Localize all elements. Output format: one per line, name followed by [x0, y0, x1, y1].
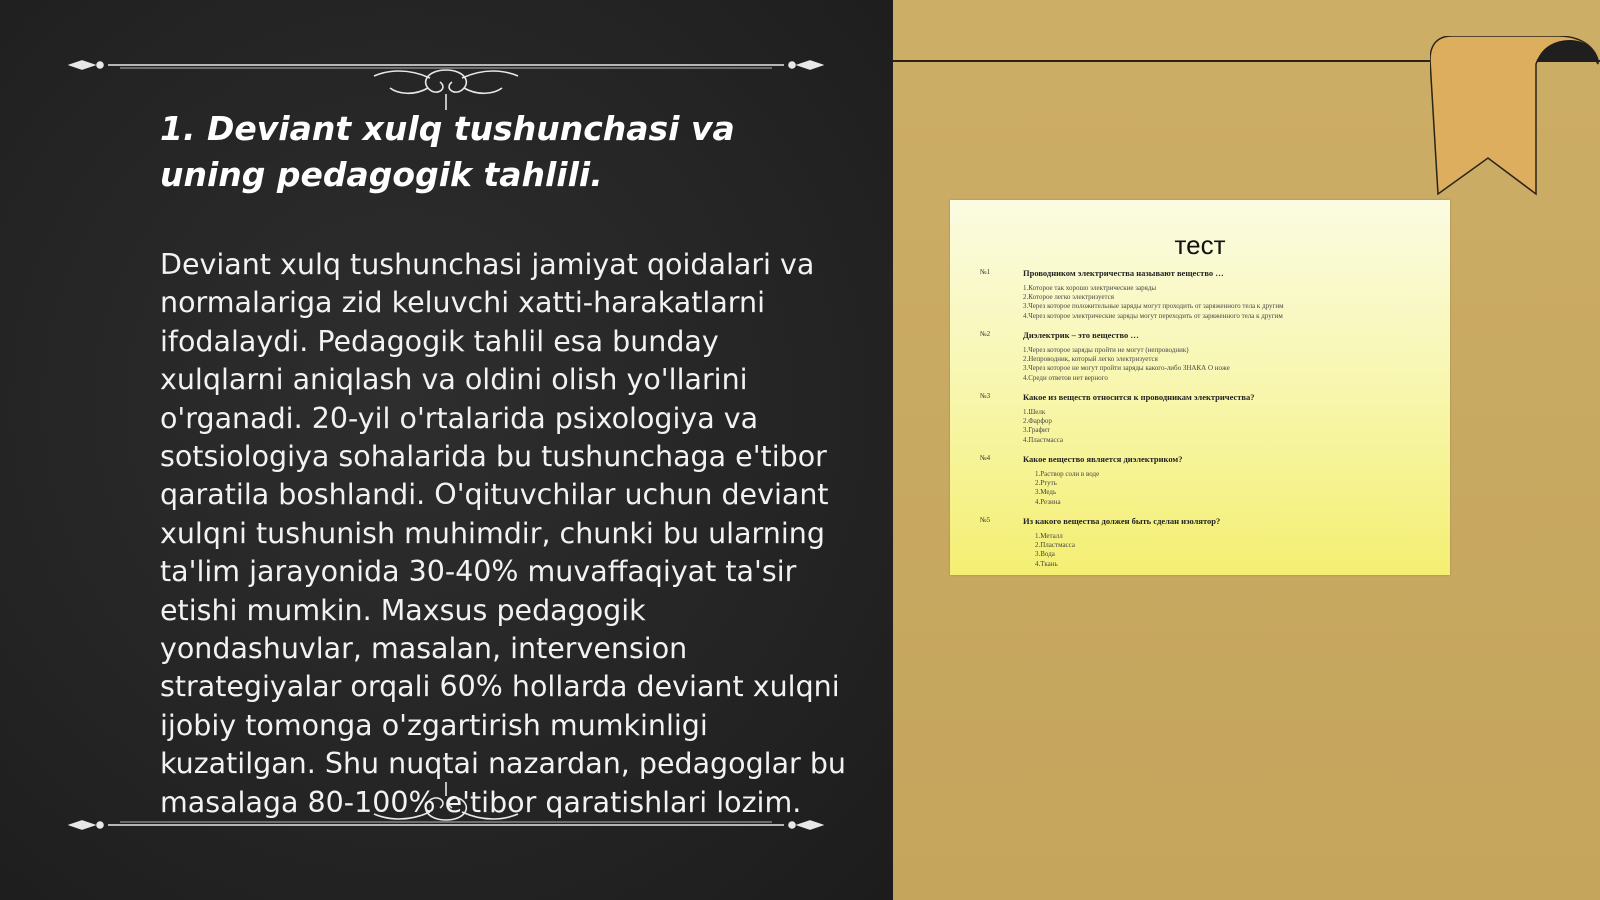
bookmark-ribbon-icon: [1430, 36, 1600, 201]
answer-item: 2.Непроводник, который легко электризуется: [1023, 355, 1158, 364]
answer-list: [1023, 284, 1284, 321]
answer-item: 4.Среди ответов нет верного: [1023, 373, 1108, 382]
answer-item: 1.Через которое заряды пройти не могут (непроводник): [1023, 346, 1189, 354]
answer-list: [1035, 470, 1099, 507]
answer-item: 4.Резина: [1035, 497, 1061, 506]
answer-item: 3.Через которое положительные заряды могут проходить от заряженного тела к другим: [1023, 302, 1284, 311]
answer-list: [1023, 408, 1063, 445]
answer-list: [1035, 532, 1075, 569]
question-text: Проводником электричества называют вещество …: [1023, 268, 1224, 278]
answer-item: 3.Вода: [1035, 550, 1055, 559]
answer-item: 4.Ткань: [1035, 559, 1058, 568]
answer-item: 2.Ртуть: [1035, 479, 1057, 488]
test-image: [950, 200, 1450, 575]
answer-item: 4.Пластмасса: [1023, 435, 1063, 444]
answer-item: 4.Через которое электрические заряды могут переходить от заряженного тела к другим: [1023, 311, 1283, 320]
slide-title: 1. Deviant xulq tushunchasi va uning pedagogik tahlili.: [160, 109, 735, 194]
question-number: №5: [980, 516, 991, 524]
question-number: №2: [980, 330, 991, 338]
test-title: тест: [1174, 230, 1226, 260]
question-text: Какое вещество является диэлектриком?: [1023, 454, 1183, 464]
answer-item: 1.Шелк: [1023, 408, 1046, 416]
question-text: Из какого вещества должен быть сделан изолятор?: [1023, 516, 1221, 526]
answer-list: [1023, 346, 1230, 383]
slide-body-text: Deviant xulq tushunchasi jamiyat qoidalari va normalariga zid keluvchi xatti-harakatlarni ifodalaydi. Pedagogik tahlil esa bunday xulqlarni aniqlash va oldini olish yo'llarini o'rganadi. 20-yil o'rtalarida psixologiya va sotsiologiya sohalarida bu tushunchaga e'tibor qaratila boshlandi. O'qituvchilar uchun deviant xulqni tushunish muhimdir, chunki bu ularning ta'lim jarayonida 30-40% muvaffaqiyat ta'sir etishi mumkin. Maxsus pedagogik yondashuvlar, masalan, intervension strategiyalar orqali 60% hollarda deviant xulqni ijobiy tomonga o'zgartirish mumkinligi kuzatilgan. Shu nuqtai nazardan, pedagoglar bu masalaga 80-100% e'tibor qaratishlari lozim.: [160, 248, 846, 819]
answer-item: 2.Которое легко электризуется: [1023, 293, 1114, 302]
answer-item: 3.Через которое не могут пройти заряды какого-либо ЗНАКА О ноже: [1023, 364, 1230, 373]
answer-item: 1.Металл: [1035, 532, 1063, 540]
question-number: №3: [980, 392, 991, 400]
answer-item: 3.Графит: [1023, 426, 1050, 435]
answer-item: 1.Раствор соли в воде: [1035, 470, 1100, 478]
answer-item: 1.Которое так хорошо электрические заряды: [1023, 284, 1157, 292]
question-text: Диэлектрик – это вещество …: [1023, 330, 1139, 340]
answer-item: 3.Медь: [1035, 488, 1057, 497]
question-text: Какое из веществ относится к проводникам электричества?: [1023, 392, 1255, 402]
answer-item: 2.Фарфор: [1023, 417, 1052, 426]
question-number: №1: [980, 268, 991, 276]
question-number: №4: [980, 454, 991, 462]
answer-item: 2.Пластмасса: [1035, 541, 1075, 550]
